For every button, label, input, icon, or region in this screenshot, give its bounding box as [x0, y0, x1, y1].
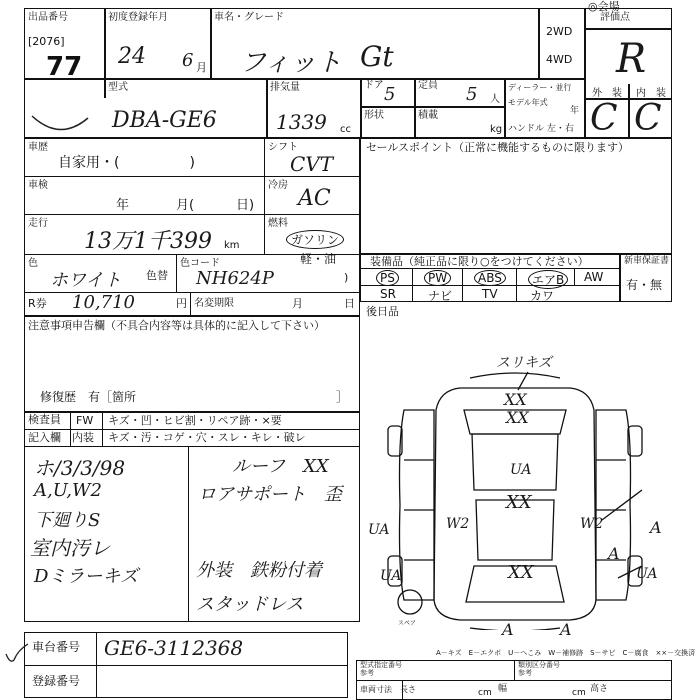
equip-navi: ナビ: [428, 289, 453, 303]
equipment-label: 装備品（純正品に限り○をつけてください）: [370, 255, 589, 268]
color-value: ホワイト: [50, 270, 122, 291]
interior-label: 内 装: [636, 88, 666, 99]
color-code: NH624P: [196, 268, 274, 289]
equip-ps: PS: [376, 270, 399, 286]
equip-airbag: エアB: [528, 270, 568, 289]
score-label: 評価点: [600, 12, 630, 23]
displacement-label: 排気量: [270, 82, 300, 93]
drive-4wd: 4WD: [546, 53, 573, 66]
mark-w2-right: W2: [580, 516, 604, 532]
doors-label: ドア: [364, 80, 384, 91]
history-value: 自家用・( ): [58, 155, 195, 171]
dims-label: 車両寸法 長さ: [360, 685, 416, 694]
expiry-label: 名変期限: [194, 298, 234, 309]
legend-interior: キズ・汚・コゲ・穴・スレ・キレ・破レ: [108, 431, 306, 444]
dealer-label: ディーラー・並行: [508, 83, 572, 92]
remark-3: 下廻りS: [34, 510, 101, 531]
exterior-label: 外 装: [592, 88, 622, 99]
first-reg-year: 24: [118, 44, 146, 69]
mark-ua-left-2: UA: [380, 568, 402, 584]
warranty-label: 新車保証書: [624, 256, 670, 266]
recycle-label: R券: [28, 297, 47, 310]
interior-code-label: 内装: [72, 431, 94, 444]
exterior-score: C: [590, 98, 618, 139]
doors-value: 5: [384, 84, 396, 105]
check-mark: [2, 640, 32, 670]
mark-xx-1: XX: [504, 390, 527, 409]
fuel-diesel: 軽・油: [300, 252, 337, 266]
dims-cm-1: cm: [478, 688, 492, 698]
displacement-unit: cc: [340, 124, 351, 135]
chassis-value: GE6-3112368: [104, 636, 244, 660]
equip-tv: TV: [482, 287, 498, 301]
remark-1: ホ/3/3/98: [34, 456, 126, 480]
mark-ua-left: UA: [368, 522, 390, 538]
mileage-label: 走行: [28, 218, 48, 229]
color-code-label: 色コード: [180, 258, 220, 269]
remark-9: スタッドレス: [196, 594, 304, 615]
mark-a-1: A: [650, 518, 662, 537]
car-grade: Gt: [360, 40, 394, 73]
spare-label: スペア: [398, 620, 417, 627]
first-reg-label: 初度登録年月: [108, 12, 168, 23]
damage-legend: A－キズ E－エクボ U－へこみ W－補修跡 S－サビ C－腐食 ××－交換済: [436, 649, 696, 657]
mark-a-3: A: [502, 620, 514, 639]
fuel-label: 燃料: [268, 218, 288, 229]
load-label: 積載: [418, 110, 438, 121]
legend-exterior: キズ・凹・ヒビ割・リペア跡・×要: [108, 414, 282, 427]
equip-aw: AW: [584, 270, 604, 284]
mark-a-2: A: [608, 544, 620, 563]
mark-ua-right: UA: [636, 566, 658, 582]
fuel-value: ガソリン: [286, 230, 344, 249]
seal-arc: [30, 112, 90, 134]
mileage-unit: km: [224, 240, 240, 251]
history-label: 車歴: [28, 142, 48, 153]
load-unit: kg: [490, 124, 503, 135]
first-reg-month: 6: [182, 50, 194, 71]
recycle-unit: 円: [176, 297, 187, 310]
mark-a-4: A: [560, 620, 572, 639]
inspection-year-unit: 年: [116, 198, 130, 213]
interior-score: C: [634, 98, 662, 139]
lot-label: 出品番号: [28, 12, 68, 23]
remark-5: Dミラーキズ: [34, 566, 139, 587]
aircon-label: 冷房: [268, 180, 288, 191]
remark-2: A,U,W2: [34, 480, 102, 501]
fw-label: FW: [76, 414, 94, 427]
mark-scratch: スリキズ: [496, 355, 552, 371]
model-label: 型式: [108, 82, 128, 93]
ref-class-label: 類別区分番号 参考: [518, 661, 567, 677]
color-label: 色: [28, 258, 38, 269]
expiry-day: 日: [344, 297, 355, 310]
repair-close: ］: [336, 390, 349, 404]
mark-xx-4: XX: [508, 562, 534, 583]
inspector-label-2: 記入欄: [28, 431, 61, 444]
lot-code: [2076]: [28, 35, 65, 48]
registration-label: 登録番号: [32, 674, 81, 688]
mark-xx-2: XX: [506, 408, 529, 427]
remark-4: 室内汚レ: [30, 536, 110, 560]
ref-type-label: 型式指定番号 参考: [360, 661, 409, 677]
drive-2wd: 2WD: [546, 25, 573, 38]
inspector-label-1: 検査員: [28, 413, 61, 426]
displacement-value: 1339: [276, 110, 327, 134]
inspection-label: 車検: [28, 180, 48, 191]
venue-header: ◎会場: [588, 0, 620, 13]
shift-label: シフト: [268, 142, 298, 153]
car-name: フィット: [240, 48, 342, 78]
equip-sr: SR: [380, 287, 396, 301]
chassis-label: 車台番号: [32, 640, 81, 654]
dims-width: 幅: [498, 684, 508, 694]
capacity-label: 定員: [418, 80, 438, 91]
mileage-value: 13万1千399: [84, 229, 212, 254]
expiry-month: 月: [292, 297, 303, 310]
capacity-unit: 人: [490, 94, 500, 105]
mark-w2-left: W2: [446, 516, 470, 532]
remark-7: ロアサポート 歪: [198, 484, 342, 505]
first-reg-month-unit: 月: [196, 61, 207, 74]
mark-ua-1: UA: [510, 462, 532, 478]
model-year-unit: 年: [570, 106, 580, 116]
inspection-day-unit: 日): [236, 198, 255, 213]
remark-6: ルーフ XX: [232, 456, 329, 477]
equip-abs: ABS: [474, 270, 506, 286]
capacity-value: 5: [466, 84, 478, 105]
mark-xx-3: XX: [506, 492, 532, 513]
shift-value: CVT: [290, 152, 334, 176]
aircon-value: AC: [298, 186, 331, 211]
car-name-label: 車名・グレード: [214, 12, 284, 23]
lot-number: 77: [46, 52, 83, 82]
sales-point-frame: [360, 138, 672, 254]
model-value: DBA-GE6: [112, 108, 217, 133]
dims-cm-2: cm: [572, 688, 586, 698]
repair-label: 修復歴 有［箇所: [40, 390, 137, 404]
sales-point-label: セールスポイント（正常に機能するものに限ります）: [366, 141, 630, 154]
equip-leather: カワ: [530, 289, 555, 303]
warranty-value: 有・無: [626, 278, 663, 292]
shape-label: 形状: [364, 110, 384, 121]
notes-label: 注意事項申告欄（不具合内容等は具体的に記入して下さい）: [28, 319, 325, 332]
later-date-label: 後日品: [366, 305, 399, 318]
handle-label: ハンドル 左・右: [508, 124, 574, 134]
model-year-label: モデル年式: [508, 98, 548, 107]
color-change-label: 色替: [146, 269, 168, 282]
inspection-month-unit: 月(: [176, 198, 195, 213]
score-value: R: [616, 36, 647, 82]
recycle-value: 10,710: [72, 292, 135, 313]
dims-height: 高さ: [590, 684, 609, 694]
equip-pw: PW: [424, 270, 451, 286]
remark-8: 外装 鉄粉付着: [196, 560, 322, 581]
